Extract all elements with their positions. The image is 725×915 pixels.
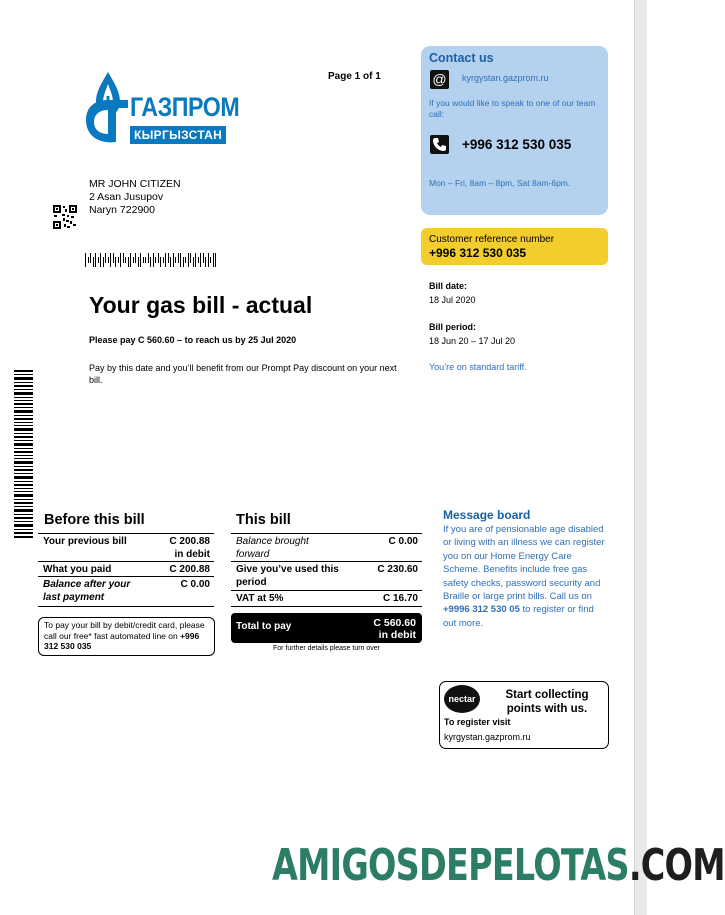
- row-amount: C 16.70: [382, 593, 418, 604]
- row-amount: C 230.60: [377, 564, 418, 575]
- table-row: [38, 577, 214, 607]
- watermark-tld: .COM: [628, 840, 725, 891]
- row-label-line: Balance after your: [43, 579, 131, 590]
- before-bill-title: Before this bill: [44, 512, 145, 528]
- nectar-register-url[interactable]: kyrgystan.gazprom.ru: [444, 732, 531, 742]
- nectar-logo-icon: nectar: [444, 685, 480, 713]
- row-label: [43, 578, 130, 604]
- contact-speak-text: If you would like to speak to one of our team call:: [429, 98, 596, 119]
- row-label-line: period: [236, 577, 267, 588]
- row-label: Your previous bill: [43, 536, 127, 547]
- gazprom-logo: [82, 70, 242, 150]
- qr-code-icon: [53, 205, 77, 229]
- row-label-line: Give you’ve used this: [236, 564, 339, 575]
- row-amount: C 200.88: [169, 564, 210, 575]
- table-row: [231, 591, 422, 607]
- this-bill-title: This bill: [236, 512, 291, 528]
- bill-date-label: Bill date:: [429, 281, 468, 291]
- pay-note: Pay by this date and you’ll benefit from our Prompt Pay discount on your next bill.: [89, 363, 397, 385]
- contact-panel: [421, 46, 608, 215]
- reference-value: +996 312 530 035: [429, 246, 527, 260]
- customer-name: MR JOHN CITIZEN: [89, 178, 181, 190]
- nectar-headline: Start collecting points with us.: [505, 689, 589, 715]
- reference-label: Customer reference number: [429, 234, 555, 245]
- at-icon: @: [430, 70, 449, 89]
- total-status: in debit: [378, 629, 416, 641]
- row-amount: C 200.88: [169, 536, 210, 547]
- phone-icon: [430, 135, 449, 154]
- contact-phone[interactable]: +996 312 530 035: [462, 137, 572, 152]
- customer-city: Naryn 722900: [89, 204, 155, 216]
- pay-by-line: Please pay C 560.60 – to reach us by 25 Jul 2020: [89, 335, 297, 345]
- table-row: [231, 562, 422, 591]
- further-details-note: For further details please turn over: [273, 645, 380, 652]
- side-barcode-icon: [14, 370, 33, 538]
- customer-street: 2 Asan Jusupov: [89, 191, 164, 203]
- total-to-pay-box: [231, 613, 422, 643]
- logo-subtitle: КЫРГЫЗСТАН: [130, 126, 226, 144]
- message-board-body: [443, 523, 605, 630]
- bill-period-label: Bill period:: [429, 322, 476, 332]
- total-value: [373, 617, 416, 641]
- customer-reference-box: [421, 228, 608, 265]
- table-row: [38, 534, 214, 562]
- watermark-main: AMIGOSDEPELOTAS: [272, 840, 629, 891]
- row-label: [236, 535, 309, 561]
- flame-icon: [82, 70, 132, 150]
- before-bill-table: [38, 533, 214, 607]
- logo-wordmark: ГАЗПРОМ: [130, 92, 240, 122]
- contact-title: Contact us: [429, 51, 494, 65]
- row-status: in debit: [174, 549, 210, 560]
- postal-barcode-icon: [85, 251, 219, 269]
- watermark: [272, 840, 725, 891]
- total-amount: C 560.60: [373, 617, 416, 629]
- message-text: If you are of pensionable age disabled or living with an illness we can register you on our Home Energy Care Scheme. Benefits include free gas safety checks, password security and Braille or large print bills. Call us on: [443, 524, 605, 603]
- total-label: Total to pay: [236, 621, 292, 632]
- row-amount: C 0.00: [388, 536, 418, 547]
- row-label-line: forward: [236, 549, 270, 560]
- card-payment-phone[interactable]: +996 312 530 035: [44, 630, 200, 651]
- contact-website[interactable]: kyrgystan.gazprom.ru: [462, 73, 549, 83]
- message-phone[interactable]: +9996 312 530 05: [443, 604, 520, 616]
- nectar-promo-box: [439, 681, 609, 749]
- table-row: [38, 562, 214, 577]
- bill-period: 18 Jun 20 – 17 Jul 20: [429, 336, 516, 346]
- bill-title: Your gas bill - actual: [89, 292, 313, 318]
- row-amount: C 0.00: [180, 579, 210, 590]
- customer-address: [89, 178, 181, 217]
- bill-date: 18 Jul 2020: [429, 295, 476, 305]
- message-tail: to register or find out more.: [443, 604, 594, 629]
- page-number: Page 1 of 1: [328, 71, 381, 82]
- row-label: [236, 563, 339, 589]
- nectar-register-label: To register visit: [444, 717, 511, 727]
- card-payment-copy: To pay your bill by debit/credit card, please call our free* fast automated line on: [44, 620, 205, 641]
- row-label-line: Balance brought: [236, 536, 309, 547]
- tariff-note: You’re on standard tariff.: [429, 362, 527, 372]
- row-label-line: last payment: [43, 592, 105, 603]
- page-edge: [634, 0, 647, 915]
- table-row: [231, 534, 422, 562]
- row-label: What you paid: [43, 564, 112, 575]
- card-payment-text: [44, 620, 212, 652]
- row-value: [169, 535, 210, 561]
- row-label: VAT at 5%: [236, 593, 284, 604]
- message-board-title: Message board: [443, 508, 531, 522]
- this-bill-table: [231, 533, 422, 607]
- contact-hours: Mon – Fri, 8am – 8pm, Sat 8am-6pm.: [429, 178, 571, 188]
- card-payment-box: [38, 617, 215, 656]
